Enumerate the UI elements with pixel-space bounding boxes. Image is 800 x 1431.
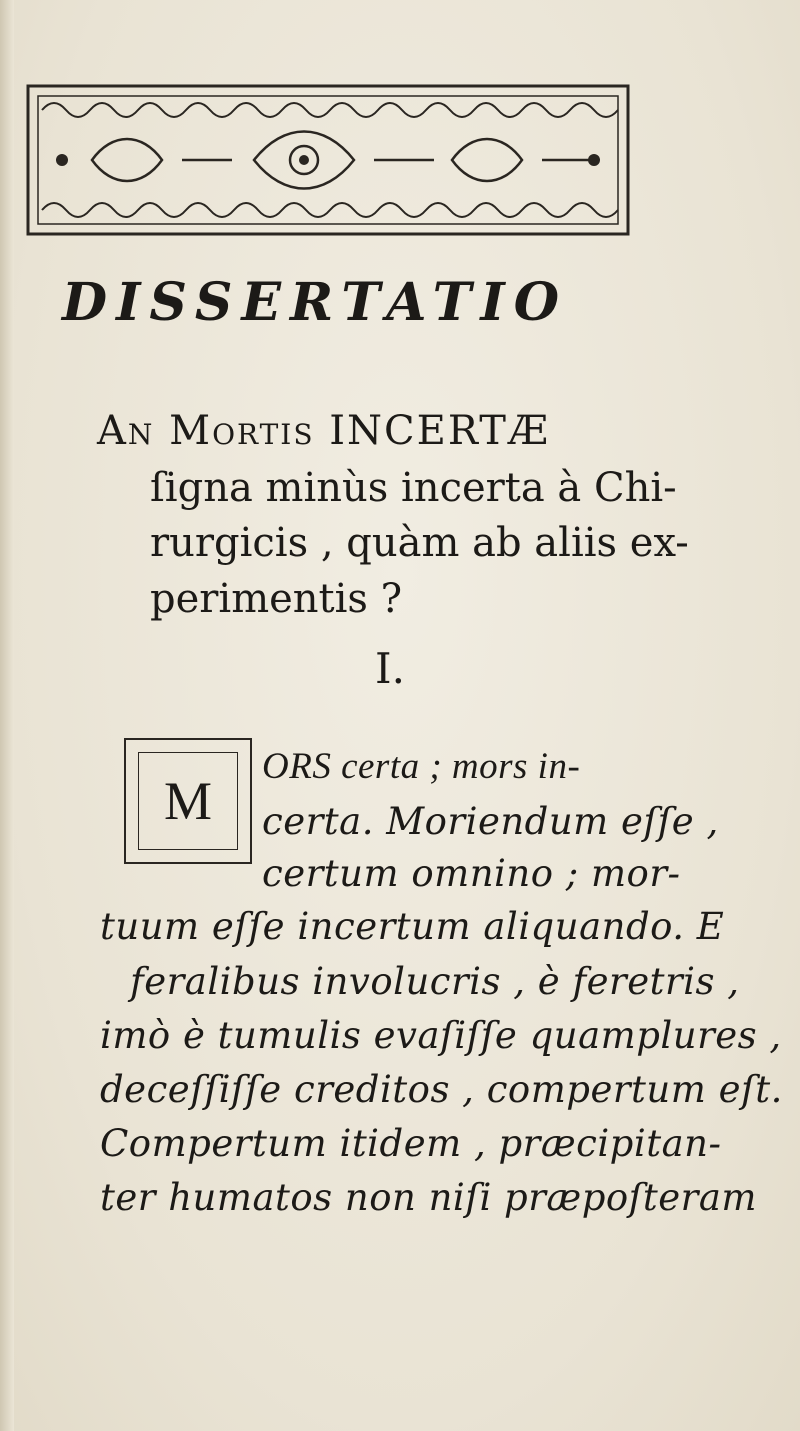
question-word-incertae: INCERTÆ (314, 408, 550, 454)
question-word-mortis: Mortis (169, 408, 315, 454)
section-numeral: I. (375, 644, 405, 693)
body-line-2: certa. Moriendum eſſe , (262, 800, 719, 843)
question-line2: ſigna minùs incerta à Chi- (150, 465, 677, 511)
decorated-initial (124, 738, 252, 864)
body-line-6: imò è tumulis evaſiſſe quamplures , (100, 1014, 782, 1057)
ornamental-headpiece (22, 80, 634, 240)
question-line3: rurgicis , quàm ab aliis ex- (150, 520, 689, 566)
question-heading-line1 (97, 408, 550, 454)
decorated-initial-letter: M (138, 752, 238, 850)
body-line-4: tuum eſſe incertum aliquando. E (100, 905, 725, 948)
body-line-8: Compertum itidem , præcipitan- (100, 1122, 722, 1165)
question-line4: perimentis ? (150, 576, 403, 622)
body-line-3: certum omnino ; mor- (262, 852, 681, 895)
body-line-1: ORS certa ; mors in- (262, 746, 581, 787)
body-line-7: deceſſiſſe creditos , compertum eſt. (100, 1068, 783, 1111)
dissertation-title: DISSERTATIO (62, 272, 568, 333)
page-binding-edge (0, 0, 14, 1431)
body-line-9: ter humatos non niſi præpoſteram (100, 1176, 757, 1219)
body-line-5: feralibus involucris , è feretris , (130, 960, 740, 1003)
question-word-an: An (97, 408, 170, 454)
